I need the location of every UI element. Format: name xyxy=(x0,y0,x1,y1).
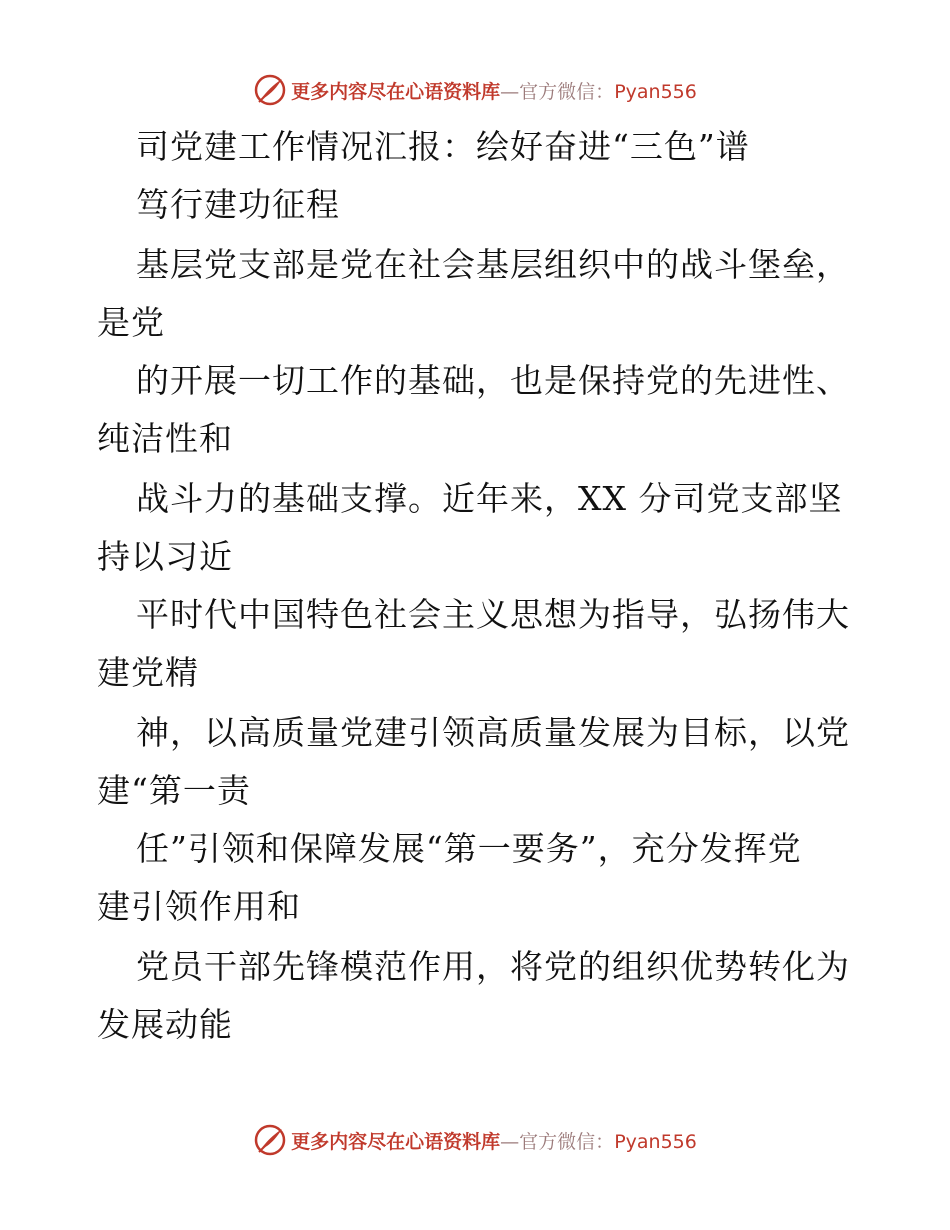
doc-line: 党员干部先锋模范作用，将党的组织优势转化为 xyxy=(136,947,850,986)
banner-dash-text: —官方微信： xyxy=(500,1130,615,1153)
banner-text xyxy=(291,1127,697,1154)
doc-line: 基层党支部是党在社会基层组织中的战斗堡垒， xyxy=(136,245,850,284)
doc-line: 持以习近 xyxy=(97,537,233,576)
doc-line: 发展动能 xyxy=(97,1005,233,1044)
banner-wechat-id: Pyan556 xyxy=(614,80,697,103)
doc-line-title-2: 笃行建功征程 xyxy=(136,185,340,224)
doc-line: 纯洁性和 xyxy=(97,419,233,458)
banner-wechat-id: Pyan556 xyxy=(614,1130,697,1153)
doc-line: 战斗力的基础支撑。近年来，XX 分司党支部坚 xyxy=(136,479,843,518)
banner-text xyxy=(291,77,697,104)
banner-main-text: 更多内容尽在心语资料库 xyxy=(291,1130,501,1153)
doc-line: 平时代中国特色社会主义思想为指导，弘扬伟大 xyxy=(136,595,850,634)
doc-line: 建“第一责 xyxy=(97,771,251,810)
doc-line: 建引领作用和 xyxy=(97,887,301,926)
banner-main-text: 更多内容尽在心语资料库 xyxy=(291,80,501,103)
quill-pen-logo-icon xyxy=(253,1123,287,1157)
doc-line: 任”引领和保障发展“第一要务”，充分发挥党 xyxy=(136,829,802,868)
footer-banner xyxy=(0,1120,950,1160)
doc-line: 神，以高质量党建引领高质量发展为目标，以党 xyxy=(136,713,850,752)
doc-line: 建党精 xyxy=(97,653,199,692)
doc-line-title-1: 司党建工作情况汇报：绘好奋进“三色”谱 xyxy=(136,127,750,166)
banner-dash-text: —官方微信： xyxy=(500,80,615,103)
header-banner xyxy=(0,70,950,110)
doc-line: 是党 xyxy=(97,303,165,342)
quill-pen-logo-icon xyxy=(253,73,287,107)
doc-line: 的开展一切工作的基础，也是保持党的先进性、 xyxy=(136,361,850,400)
